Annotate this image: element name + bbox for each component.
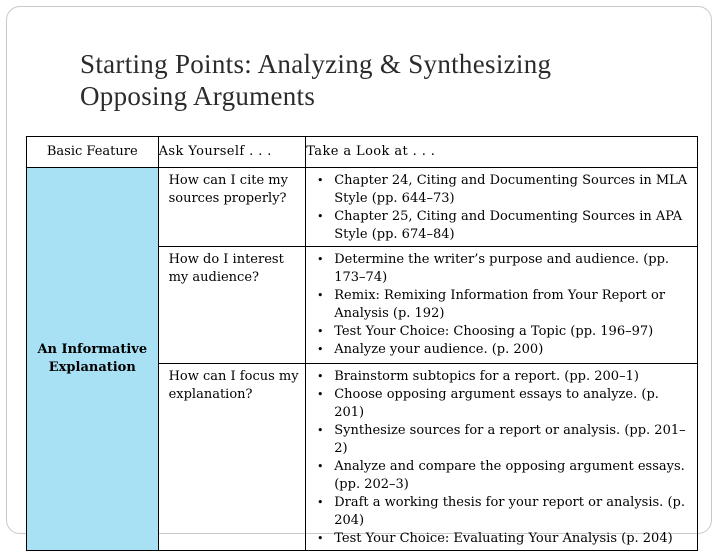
list-item-text: Draft a working thesis for your report or analysis. (p. 204) bbox=[334, 495, 685, 528]
bullet: • bbox=[316, 253, 324, 266]
list-item-text: Determine the writer’s purpose and audience. (pp. 173–74) bbox=[334, 252, 670, 285]
list-item-text: Chapter 24, Citing and Documenting Sources in MLA Style (pp. 644–73) bbox=[334, 173, 688, 206]
bullet: • bbox=[316, 496, 324, 509]
list-item bbox=[314, 172, 689, 208]
feature-label: An Informative Explanation bbox=[37, 342, 148, 375]
bullet: • bbox=[316, 210, 324, 223]
bullet: • bbox=[316, 532, 324, 545]
list-item bbox=[314, 458, 689, 494]
header-ask-yourself bbox=[158, 137, 306, 168]
title-line-1: Starting Points: Analyzing & Synthesizing bbox=[80, 49, 552, 79]
resource-list bbox=[314, 172, 689, 244]
bullet: • bbox=[316, 325, 324, 338]
bullet: • bbox=[316, 370, 324, 383]
bullet: • bbox=[316, 460, 324, 473]
starting-points-table bbox=[26, 136, 698, 551]
list-item bbox=[314, 368, 689, 386]
list-item bbox=[314, 341, 689, 359]
bullet: • bbox=[316, 388, 324, 401]
list-item-text: Analyze your audience. (p. 200) bbox=[334, 342, 544, 357]
list-item-text: Test Your Choice: Evaluating Your Analysis (p. 204) bbox=[334, 531, 673, 546]
list-item-text: Remix: Remixing Information from Your Report or Analysis (p. 192) bbox=[334, 288, 666, 321]
table-header-row bbox=[27, 137, 698, 168]
list-item bbox=[314, 323, 689, 341]
take-a-look-cell bbox=[306, 364, 698, 551]
bullet: • bbox=[316, 343, 324, 356]
list-item-text: Analyze and compare the opposing argument essays. (pp. 202–3) bbox=[334, 459, 685, 492]
list-item-text: Chapter 25, Citing and Documenting Sources in APA Style (pp. 674–84) bbox=[334, 209, 683, 242]
header-ask-yourself-text: Ask Yourself . . . bbox=[158, 144, 272, 159]
question-cell: How do I interest my audience? bbox=[158, 247, 306, 364]
feature-cell bbox=[27, 168, 159, 551]
list-item bbox=[314, 251, 689, 287]
header-basic-feature: Basic Feature bbox=[27, 137, 159, 168]
slide-title bbox=[80, 48, 680, 112]
resource-list bbox=[314, 251, 689, 359]
list-item bbox=[314, 386, 689, 422]
list-item bbox=[314, 530, 689, 548]
header-take-a-look-text: Take a Look at . . . bbox=[306, 144, 436, 159]
list-item bbox=[314, 208, 689, 244]
question-cell: How can I cite my sources properly? bbox=[158, 168, 306, 247]
list-item bbox=[314, 494, 689, 530]
take-a-look-cell bbox=[306, 168, 698, 247]
title-line-2: Opposing Arguments bbox=[80, 81, 316, 111]
list-item-text: Brainstorm subtopics for a report. (pp. 200–1) bbox=[334, 369, 639, 384]
take-a-look-cell bbox=[306, 247, 698, 364]
list-item bbox=[314, 422, 689, 458]
question-cell: How can I focus my explanation? bbox=[158, 364, 306, 551]
resource-list bbox=[314, 368, 689, 548]
list-item bbox=[314, 287, 689, 323]
list-item-text: Synthesize sources for a report or analysis. (pp. 201–2) bbox=[334, 423, 686, 456]
bullet: • bbox=[316, 174, 324, 187]
list-item-text: Test Your Choice: Choosing a Topic (pp. 196–97) bbox=[334, 324, 654, 339]
bullet: • bbox=[316, 424, 324, 437]
header-take-a-look bbox=[306, 137, 698, 168]
table-row bbox=[27, 168, 698, 247]
list-item-text: Choose opposing argument essays to analyze. (p. 201) bbox=[334, 387, 659, 420]
bullet: • bbox=[316, 289, 324, 302]
